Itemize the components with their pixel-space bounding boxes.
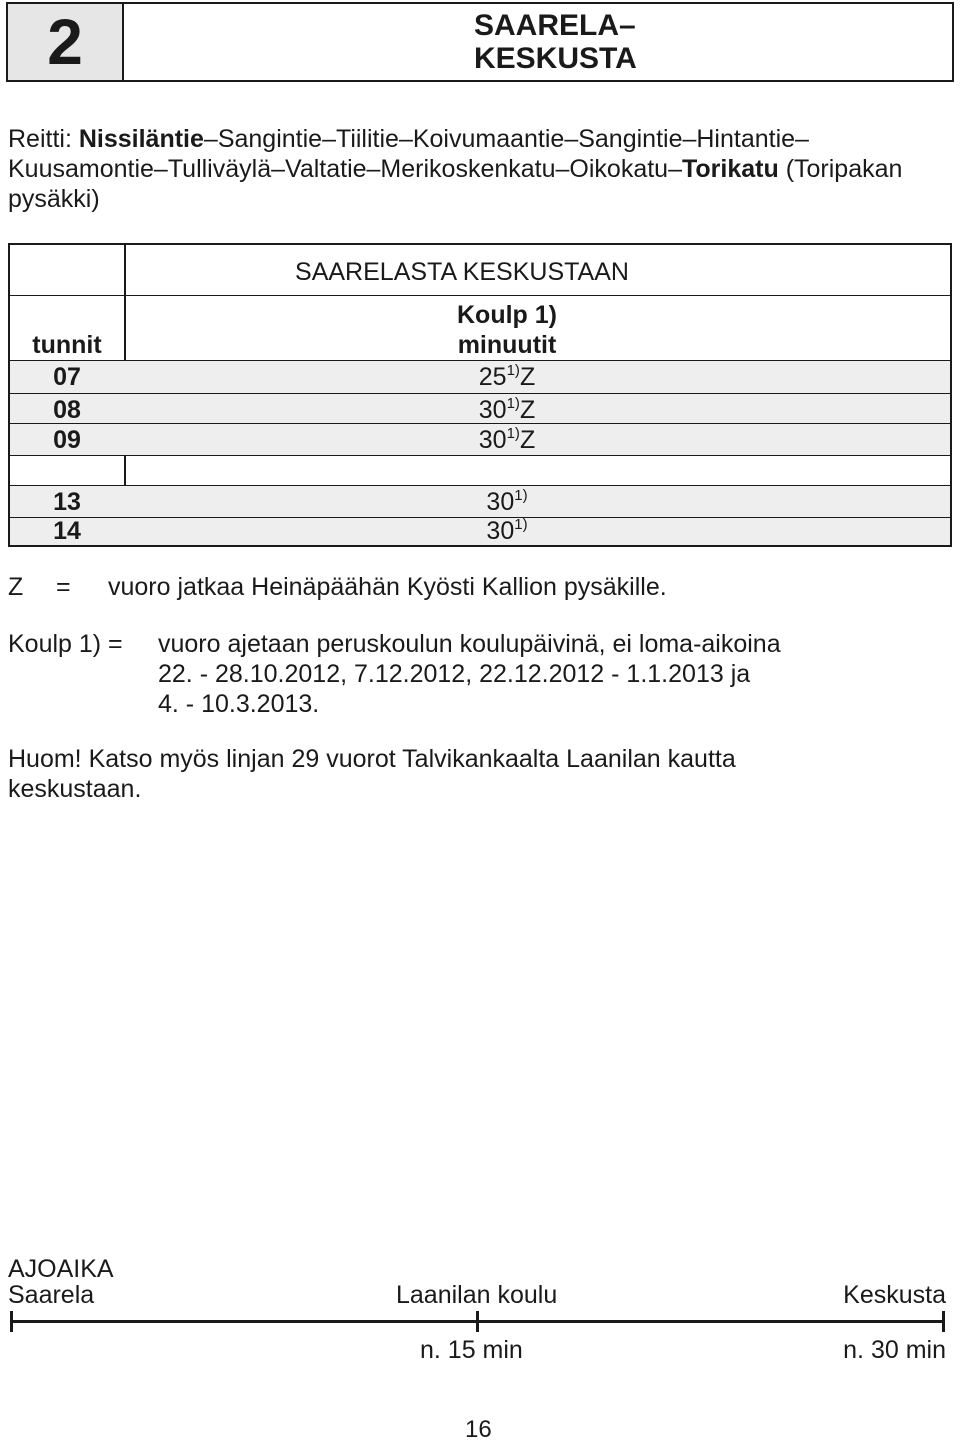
minute-cell: 30$^{1)}$Z — [478, 424, 536, 454]
route-header — [6, 2, 954, 82]
z-explanation: vuoro jatkaa Heinäpäähän Kyösti Kallion pysäkille. — [108, 573, 667, 601]
stop-name: Laanilan koulu — [396, 1281, 558, 1309]
route-middle: –Sangintie–Tiilitie–Koivumaantie–Sangintie–Hintantie–Kuusamontie–Tulliväylä–Valtatie–Merikoskenkatu–Oikokatu– — [8, 125, 809, 183]
timetable-direction: SAARELASTA KESKUSTAAN — [295, 257, 629, 286]
route-start: Nissiläntie — [78, 125, 204, 153]
timetable-separator — [10, 295, 950, 296]
z-key: Z — [8, 573, 24, 601]
hour-cell: 09 — [53, 425, 81, 454]
timetable-column-note: Koulp 1) — [457, 300, 557, 329]
stop-tick — [476, 1311, 479, 1332]
timetable-row — [10, 518, 950, 545]
huom-note-line-2: keskustaan. — [8, 775, 142, 803]
hour-cell: 08 — [53, 395, 81, 424]
hours-header: tunnit — [32, 330, 102, 359]
huom-note-line-1: Huom! Katso myös linjan 29 vuorot Talvikankaalta Laanilan kautta — [8, 745, 736, 773]
timetable-row — [10, 486, 950, 518]
hour-cell: 14 — [53, 517, 81, 545]
minute-cell: 25$^{1)}$Z — [478, 361, 536, 391]
stop-name: Keskusta — [843, 1281, 946, 1309]
koulp-explanation-line-2: 22. - 28.10.2012, 7.12.2012, 22.12.2012 - 1.1.2013 ja — [158, 660, 751, 688]
koulp-key: Koulp 1) = — [8, 630, 123, 658]
hour-cell: 07 — [53, 362, 81, 391]
timetable-row — [10, 394, 950, 426]
minutes-header: minuutit — [457, 330, 557, 359]
timetable-header-row — [10, 329, 950, 361]
minute-cell: 30$^{1)}$ — [486, 516, 528, 545]
timetable-row — [10, 424, 950, 456]
stop-tick — [942, 1311, 945, 1332]
timetable-direction-row — [10, 255, 950, 289]
stop-time: n. 30 min — [843, 1336, 946, 1364]
timetable-row — [10, 361, 950, 393]
travel-time-title: AJOAIKA — [8, 1255, 114, 1283]
route-suffix: (Toripakan pysäkki) — [8, 155, 903, 213]
route-prefix: Reitti: — [8, 125, 79, 153]
route-name — [124, 4, 952, 80]
stop-time: n. 15 min — [420, 1336, 523, 1364]
koulp-explanation-line-3: 4. - 10.3.2013. — [158, 690, 320, 718]
koulp-explanation-line-1: vuoro ajetaan peruskoulun koulupäivinä, ei loma-aikoina — [158, 630, 781, 658]
route-number: 2 — [8, 4, 124, 80]
z-equals: = — [56, 573, 71, 601]
route-description — [8, 124, 948, 214]
route-name-line-2: KESKUSTA — [474, 42, 637, 75]
timetable-note-row — [10, 299, 950, 331]
timetable — [8, 243, 952, 547]
stop-name: Saarela — [8, 1281, 95, 1309]
route-name-line-1: SAARELA– — [474, 9, 636, 42]
page-number: 16 — [465, 1416, 492, 1443]
stop-tick — [10, 1311, 13, 1332]
route-end: Torikatu — [681, 155, 779, 183]
hour-cell: 13 — [53, 487, 81, 516]
minute-cell: 30$^{1)}$Z — [478, 394, 536, 424]
timetable-row-empty — [10, 456, 950, 488]
minute-cell: 30$^{1)}$ — [486, 486, 528, 516]
